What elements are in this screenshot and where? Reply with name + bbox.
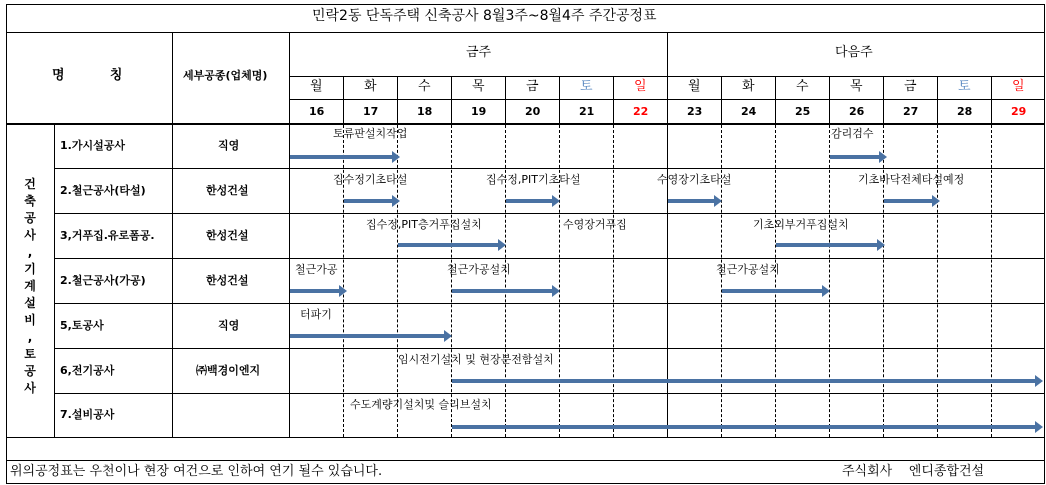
row-company-6: ㈜백경이엔지: [196, 364, 261, 377]
name-header: 명 칭: [52, 68, 123, 83]
category-char: 계: [24, 279, 36, 293]
category-char: 설: [24, 296, 36, 310]
category-char: 사: [24, 228, 36, 242]
task-label: 기초외부거푸집설치: [753, 218, 849, 231]
footer-top: [6, 460, 1045, 461]
footer-note: 위의공정표는 우천이나 현장 여건으로 인하여 연기 될수 있습니다.: [10, 464, 383, 479]
weekday-12: 토: [958, 79, 971, 94]
row-sep-5: [54, 348, 1045, 349]
daynum-13: 29: [1011, 105, 1027, 118]
row-company-5: 직영: [218, 319, 240, 332]
weekday-10: 목: [850, 79, 863, 94]
page-title: 민락2동 단독주택 신축공사 8월3주~8월4주 주간공정표: [312, 8, 657, 24]
task-label: 수도계량기설치및 슬리브설치: [350, 398, 492, 411]
week-split: [667, 32, 668, 437]
task-arrow: [290, 289, 340, 293]
weekday-7: 월: [688, 79, 701, 94]
row-name-7: 7.설비공사: [60, 408, 115, 421]
row-sep-2: [54, 213, 1045, 214]
daynum-10: 26: [849, 105, 865, 118]
task-label: 집수정기초타설: [333, 173, 408, 186]
category-char: 공: [24, 364, 36, 378]
day-col-5: [559, 76, 560, 124]
footer-company: 주식회사 엔디종합건설: [842, 464, 985, 479]
task-label: 수영장거푸집: [563, 218, 627, 231]
subwork-header: 세부공종(업체명): [183, 69, 268, 82]
category-char: 사: [24, 381, 36, 395]
category-char: 토: [24, 347, 36, 361]
task-arrow: [722, 289, 823, 293]
day-col-13: [991, 76, 992, 124]
task-label: 수영장기초타설: [657, 173, 732, 186]
day-dash-9: [775, 125, 776, 437]
col-category-right: [54, 125, 55, 437]
day-dash-10: [829, 125, 830, 437]
day-col-3: [451, 76, 452, 124]
task-arrow: [452, 379, 1036, 383]
weekday-1: 화: [364, 79, 377, 94]
daynum-1: 17: [363, 105, 379, 118]
row-company-4: 한성건설: [206, 274, 249, 287]
daynum-6: 22: [633, 105, 649, 118]
border-left: [6, 4, 7, 484]
task-arrow: [452, 425, 1036, 429]
this-week-label: 금주: [466, 45, 492, 60]
day-dash-3: [451, 125, 452, 437]
daynum-3: 19: [471, 105, 487, 118]
row-name-5: 5,토공사: [60, 319, 104, 332]
table-bottom: [6, 437, 1045, 438]
row-name-2: 2.철근공사(타설): [60, 184, 146, 197]
day-dash-13: [991, 125, 992, 437]
daynum-4: 20: [525, 105, 541, 118]
category-label: [20, 176, 40, 397]
weekday-5: 토: [580, 79, 593, 94]
task-arrow: [398, 243, 499, 247]
day-col-6: [613, 76, 614, 124]
day-dash-5: [559, 125, 560, 437]
next-week-label: 다음주: [835, 45, 873, 60]
row-name-3: 3,거푸집.유로폼공.: [60, 229, 155, 242]
border-bottom: [6, 483, 1045, 484]
daynum-2: 18: [417, 105, 433, 118]
task-label: 터파기: [300, 308, 332, 321]
task-label: 철근가공설치: [716, 263, 780, 276]
daynum-0: 16: [309, 105, 325, 118]
daynum-12: 28: [957, 105, 973, 118]
task-label: 집수정,PIT층거푸집설치: [366, 218, 482, 231]
task-arrow: [452, 289, 553, 293]
weekday-0: 월: [310, 79, 323, 94]
row-sep-6: [54, 393, 1045, 394]
day-dash-1: [343, 125, 344, 437]
task-label: 토류판설치작업: [333, 127, 408, 140]
row-company-3: 한성건설: [206, 229, 249, 242]
row-name-1: 1.가시설공사: [60, 139, 125, 152]
weekday-3: 목: [472, 79, 485, 94]
task-arrow: [290, 334, 445, 338]
task-arrow: [344, 199, 393, 203]
weekday-2: 수: [418, 79, 431, 94]
daynum-5: 21: [579, 105, 595, 118]
row-sep-1: [54, 168, 1045, 169]
task-label: 기초바닥전체타설예정: [858, 173, 965, 186]
day-col-10: [829, 76, 830, 124]
day-col-11: [883, 76, 884, 124]
day-col-4: [505, 76, 506, 124]
day-col-9: [775, 76, 776, 124]
day-dash-12: [937, 125, 938, 437]
task-label: 철근가공설치: [447, 263, 511, 276]
daynum-11: 27: [903, 105, 919, 118]
task-arrow: [776, 243, 878, 247]
day-dash-2: [397, 125, 398, 437]
day-dash-4: [505, 125, 506, 437]
day-dash-8: [721, 125, 722, 437]
task-label: 철근가공: [295, 263, 338, 276]
daynum-9: 25: [795, 105, 811, 118]
task-arrow: [830, 155, 880, 159]
day-col-8: [721, 76, 722, 124]
day-dash-6: [613, 125, 614, 437]
task-arrow: [506, 199, 553, 203]
weekday-6: 일: [634, 79, 647, 94]
header-bottom: [6, 123, 1045, 125]
category-char: ,: [27, 245, 33, 259]
col-company-right: [289, 32, 290, 437]
day-col-2: [397, 76, 398, 124]
col-name-right: [172, 32, 173, 437]
weekday-4: 금: [526, 79, 539, 94]
category-char: 공: [24, 211, 36, 225]
task-arrow: [668, 199, 715, 203]
category-char: 축: [24, 194, 36, 208]
day-dash-11: [883, 125, 884, 437]
weekday-11: 금: [904, 79, 917, 94]
day-col-1: [343, 76, 344, 124]
row-name-6: 6,전기공사: [60, 364, 115, 377]
daynum-7: 23: [687, 105, 703, 118]
task-arrow: [290, 155, 393, 159]
task-arrow: [884, 199, 933, 203]
weekday-13: 일: [1012, 79, 1025, 94]
weekday-8: 화: [742, 79, 755, 94]
daynum-8: 24: [741, 105, 757, 118]
title-divider: [6, 32, 1045, 33]
task-label: 임시전기설치 및 현장분전함설치: [398, 353, 554, 366]
row-company-2: 한성건설: [206, 184, 249, 197]
category-char: ,: [27, 330, 33, 344]
row-name-4: 2.철근공사(가공): [60, 274, 146, 287]
row-company-1: 직영: [218, 139, 240, 152]
day-col-12: [937, 76, 938, 124]
border-top: [6, 4, 1045, 5]
row-sep-4: [54, 303, 1045, 304]
category-char: 비: [24, 313, 36, 327]
row-sep-3: [54, 258, 1045, 259]
task-label: 집수정,PIT기초타설: [486, 173, 581, 186]
category-char: 기: [24, 262, 36, 276]
category-char: 건: [24, 177, 36, 191]
weekday-9: 수: [796, 79, 809, 94]
task-label: 감리검수: [831, 127, 874, 140]
